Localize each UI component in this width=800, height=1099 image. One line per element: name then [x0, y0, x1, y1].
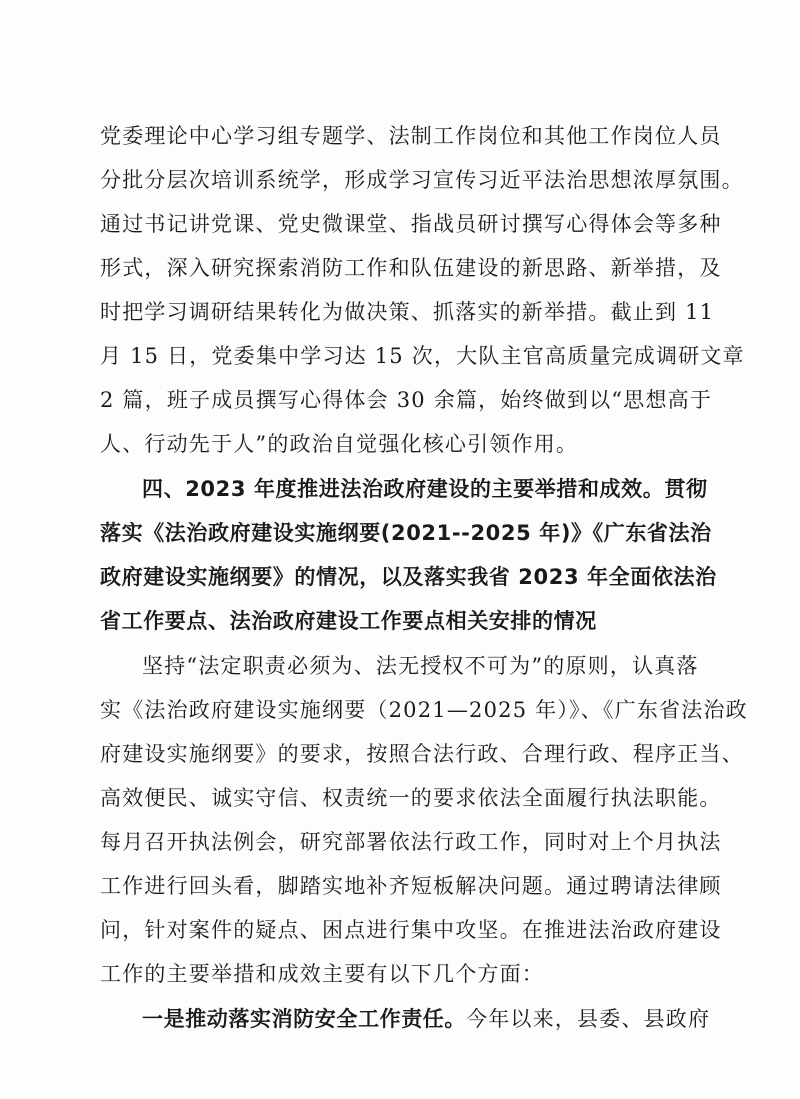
paragraph-3-line: [100, 1006, 711, 1032]
paragraph-1-line: 月 15 日，党委集中学习达 15 次，大队主官高质量完成调研文章: [100, 344, 745, 368]
paragraph-3-bold-lead: 一是推动落实消防安全工作责任。: [142, 1007, 466, 1031]
paragraph-1-line: 形式，深入研究探索消防工作和队伍建设的新思路、新举措，及: [100, 256, 722, 280]
section-heading-line: 省工作要点、法治政府建设工作要点相关安排的情况: [100, 609, 597, 633]
paragraph-2-line: 高效便民、诚实守信、权责统一的要求依法全面履行执法职能。: [100, 786, 722, 810]
paragraph-2-line: 每月召开执法例会，研究部署依法行政工作，同时对上个月执法: [100, 830, 722, 854]
paragraph-2-line: 问，针对案件的疑点、困点进行集中攻坚。在推进法治政府建设: [100, 918, 722, 942]
paragraph-1-line: 通过书记讲党课、党史微课堂、指战员研讨撰写心得体会等多种: [100, 212, 722, 236]
paragraph-1-line: 2 篇，班子成员撰写心得体会 30 余篇，始终做到以“思想高于: [100, 388, 713, 412]
paragraph-2-line: 工作进行回头看，脚踏实地补齐短板解决问题。通过聘请法律顾: [100, 874, 722, 898]
paragraph-2-line: 坚持“法定职责必须为、法无授权不可为”的原则，认真落: [142, 654, 699, 678]
section-heading-line: 落实《法治政府建设实施纲要(2021--2025 年)》《广东省法治: [100, 521, 712, 545]
paragraph-2-line: 府建设实施纲要》的要求，按照合法行政、合理行政、程序正当、: [100, 742, 744, 766]
paragraph-2-line: 工作的主要举措和成效主要有以下几个方面：: [100, 962, 544, 986]
section-heading-line: 政府建设实施纲要》的情况，以及落实我省 2023 年全面依法治: [100, 565, 717, 589]
paragraph-2-line: 实《法治政府建设实施纲要（2021—2025 年）》、《广东省法治政: [100, 698, 748, 722]
paragraph-1-line: 人、行动先于人”的政治自觉强化核心引领作用。: [100, 432, 579, 456]
paragraph-1-line: 时把学习调研结果转化为做决策、抓落实的新举措。截止到 11: [100, 300, 715, 324]
section-heading-line: 四、2023 年度推进法治政府建设的主要举措和成效。贯彻: [142, 477, 708, 501]
paragraph-1-line: 党委理论中心学习组专题学、法制工作岗位和其他工作岗位人员: [100, 124, 722, 148]
paragraph-1-line: 分批分层次培训系统学，形成学习宣传习近平法治思想浓厚氛围。: [100, 168, 744, 192]
paragraph-3-text: 今年以来，县委、县政府: [466, 1007, 711, 1031]
